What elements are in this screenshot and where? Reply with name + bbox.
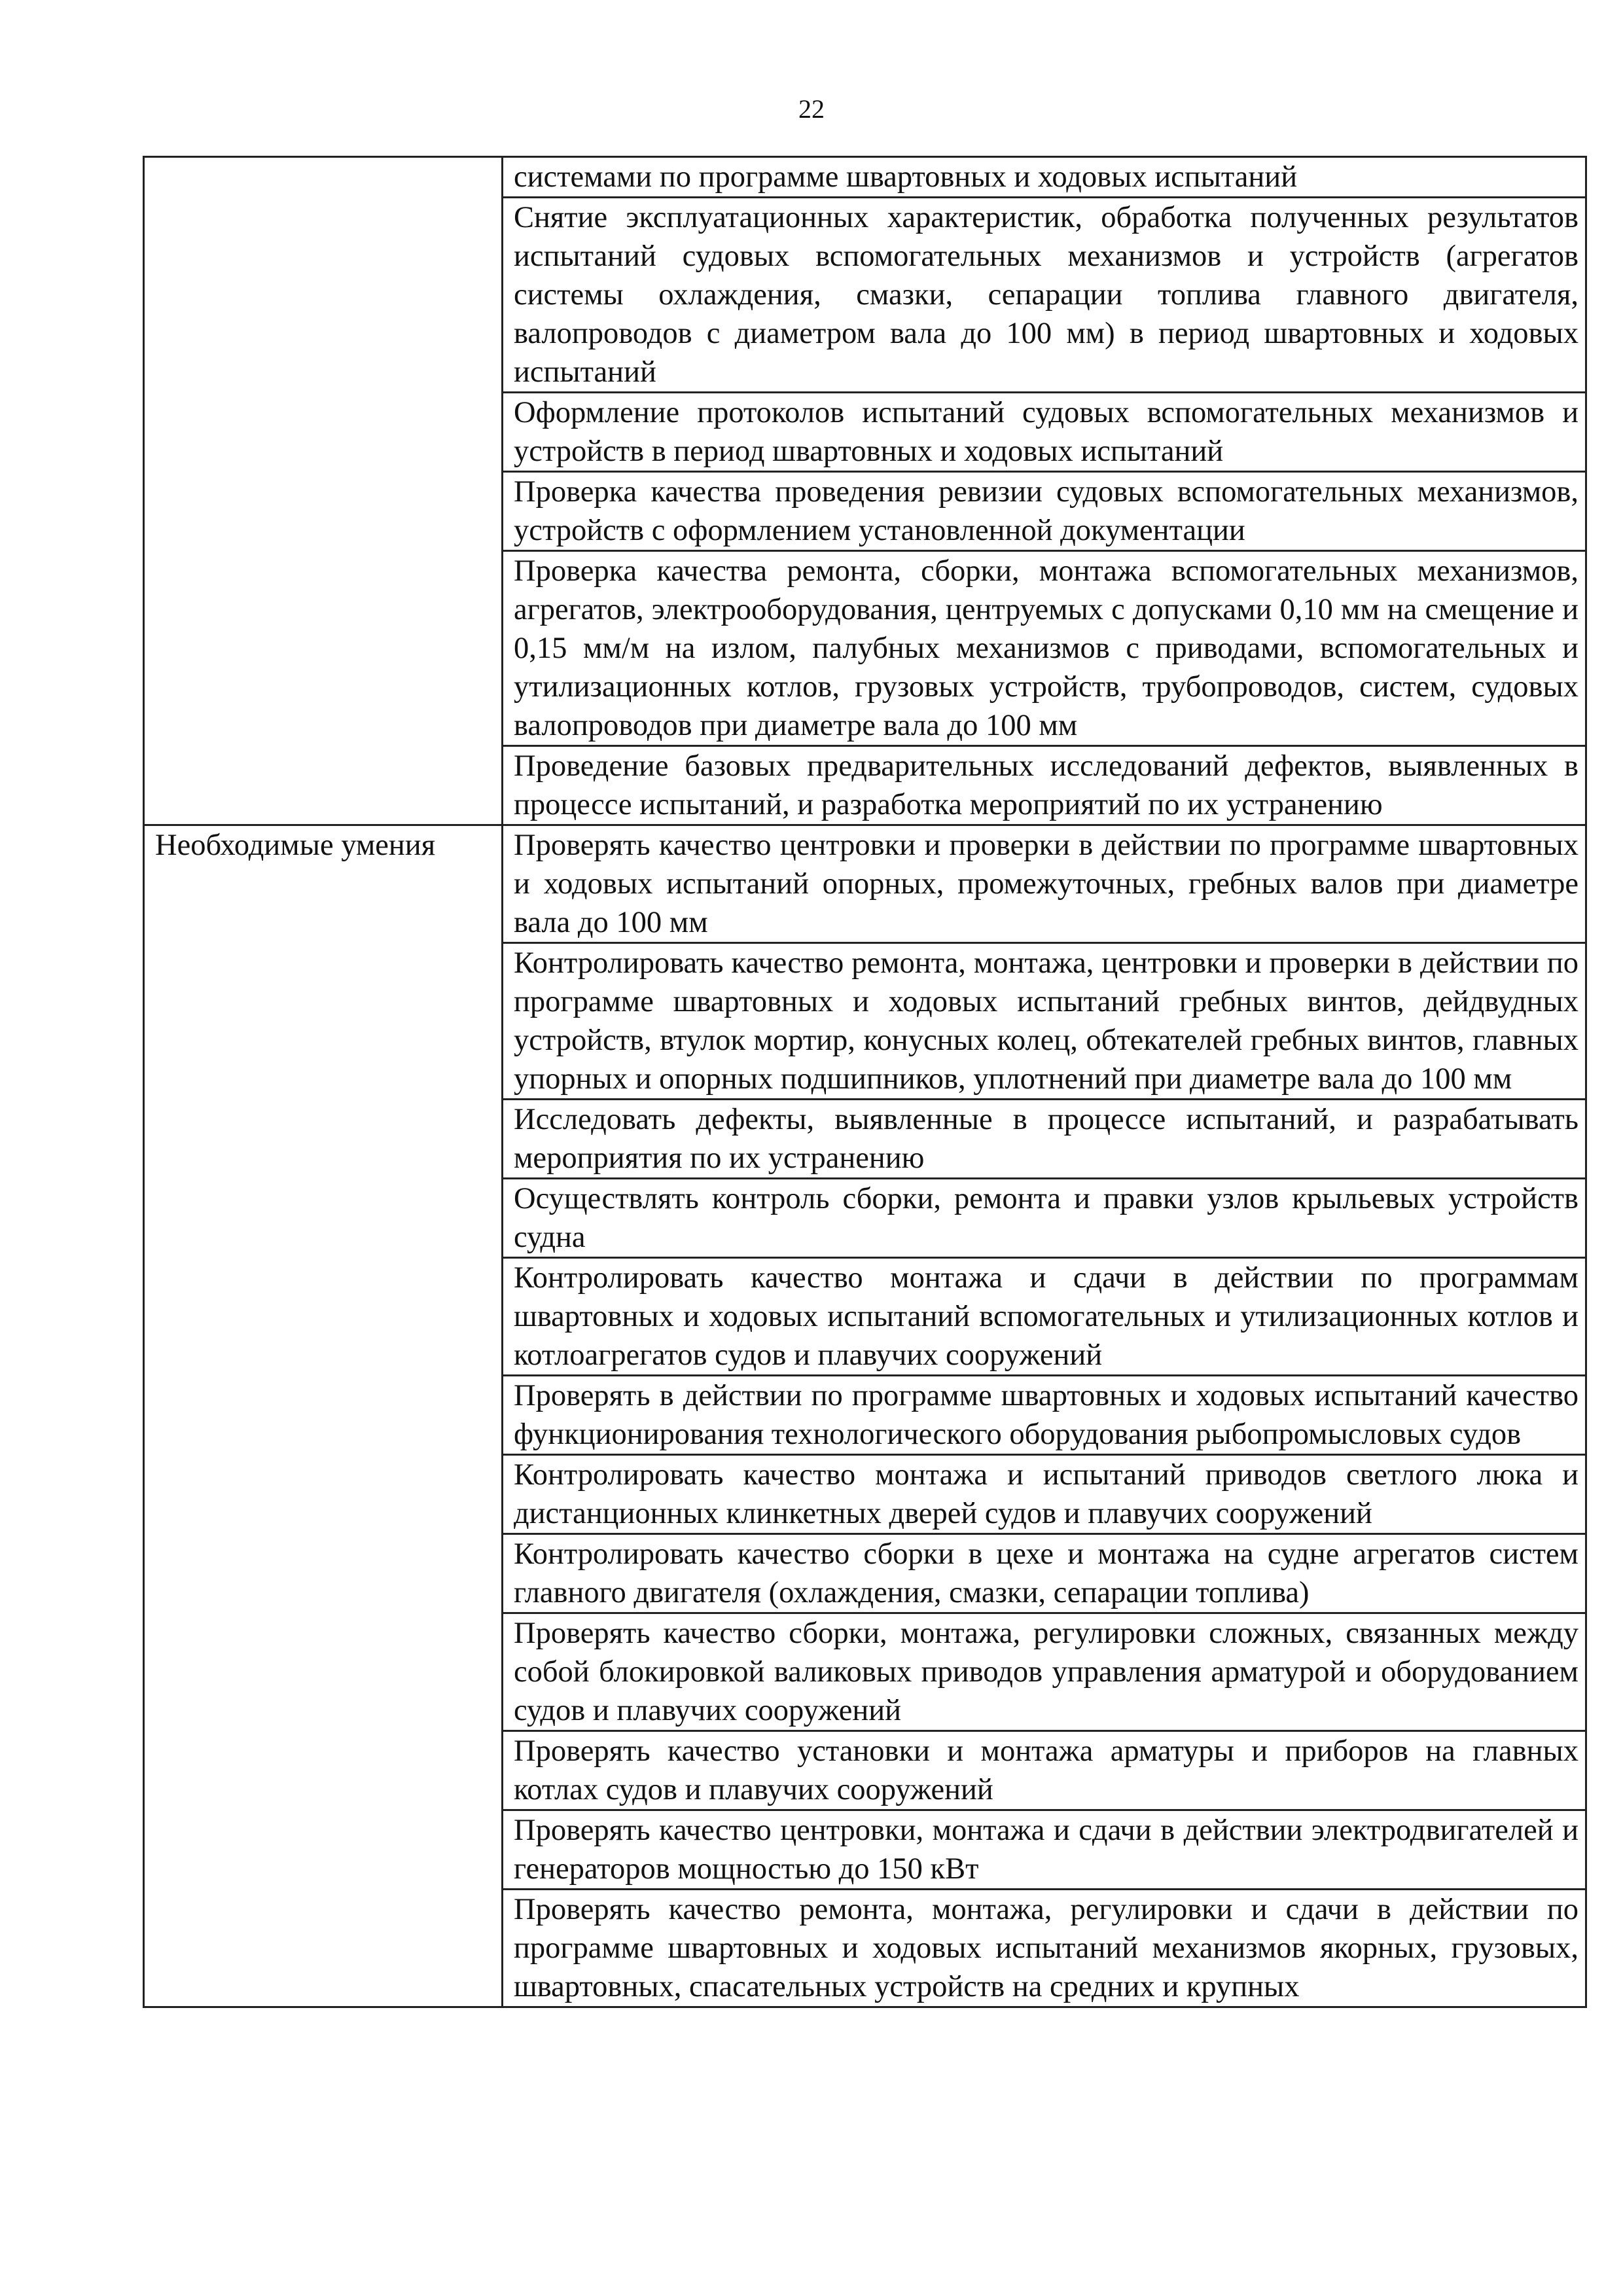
section-label-empty — [144, 157, 503, 825]
table-row — [144, 825, 1586, 943]
table-cell: Проведение базовых предварительных исследований дефектов, выявленных в процессе испытаний, и разработка мероприятий по их устранению — [503, 746, 1586, 825]
table-cell: Контролировать качество монтажа и испытаний приводов светлого люка и дистанционных клинкетных дверей судов и плавучих сооружений — [503, 1455, 1586, 1534]
table-cell: Снятие эксплуатационных характеристик, обработка полученных результатов испытаний судовых вспомогательных механизмов и устройств (агрегатов системы охлаждения, смазки, сепарации топлива главного двигателя, валопроводов с диаметром вала до 100 мм) в период швартовных и ходовых испытаний — [503, 198, 1586, 393]
table-cell: Оформление протоколов испытаний судовых вспомогательных механизмов и устройств в период швартовных и ходовых испытаний — [503, 393, 1586, 472]
table-cell: Контролировать качество монтажа и сдачи в действии по программам швартовных и ходовых испытаний вспомогательных и утилизационных котлов и котлоагрегатов судов и плавучих сооружений — [503, 1258, 1586, 1376]
table-cell: Контролировать качество сборки в цехе и монтажа на судне агрегатов систем главного двигателя (охлаждения, смазки, сепарации топлива) — [503, 1534, 1586, 1613]
table-cell: Проверка качества ремонта, сборки, монтажа вспомогательных механизмов, агрегатов, электрооборудования, центруемых с допусками 0,10 мм на смещение и 0,15 мм/м на излом, палубных механизмов с приводами, вспомогательных и утилизационных котлов, грузовых устройств, трубопроводов, систем, судовых валопроводов при диаметре вала до 100 мм — [503, 551, 1586, 746]
table-cell: Проверять качество установки и монтажа арматуры и приборов на главных котлах судов и плавучих сооружений — [503, 1731, 1586, 1810]
qualification-table — [143, 156, 1587, 2008]
table-cell: системами по программе швартовных и ходовых испытаний — [503, 157, 1586, 198]
table-cell: Исследовать дефекты, выявленные в процессе испытаний, и разрабатывать мероприятия по их устранению — [503, 1100, 1586, 1179]
table-cell: Проверка качества проведения ревизии судовых вспомогательных механизмов, устройств с оформлением установленной документации — [503, 472, 1586, 551]
table-cell: Контролировать качество ремонта, монтажа, центровки и проверки в действии по программе швартовных и ходовых испытаний гребных винтов, дейдвудных устройств, втулок мортир, конусных колец, обтекателей гребных винтов, главных упорных и опорных подшипников, уплотнений при диаметре вала до 100 мм — [503, 943, 1586, 1100]
table-cell: Проверять качество сборки, монтажа, регулировки сложных, связанных между собой блокировкой валиковых приводов управления арматурой и оборудованием судов и плавучих сооружений — [503, 1613, 1586, 1731]
table-cell: Проверять качество ремонта, монтажа, регулировки и сдачи в действии по программе швартовных и ходовых испытаний механизмов якорных, грузовых, швартовных, спасательных устройств на средних и крупных — [503, 1890, 1586, 2007]
section-label-required-skills: Необходимые умения — [144, 825, 503, 2007]
table-row — [144, 157, 1586, 198]
table-cell: Осуществлять контроль сборки, ремонта и правки узлов крыльевых устройств судна — [503, 1179, 1586, 1258]
table-cell: Проверять в действии по программе швартовных и ходовых испытаний качество функционирования технологического оборудования рыбопромысловых судов — [503, 1376, 1586, 1455]
table-cell: Проверять качество центровки, монтажа и сдачи в действии электродвигателей и генераторов мощностью до 150 кВт — [503, 1810, 1586, 1890]
table-cell: Проверять качество центровки и проверки в действии по программе швартовных и ходовых испытаний опорных, промежуточных, гребных валов при диаметре вала до 100 мм — [503, 825, 1586, 943]
page-number: 22 — [798, 94, 825, 124]
